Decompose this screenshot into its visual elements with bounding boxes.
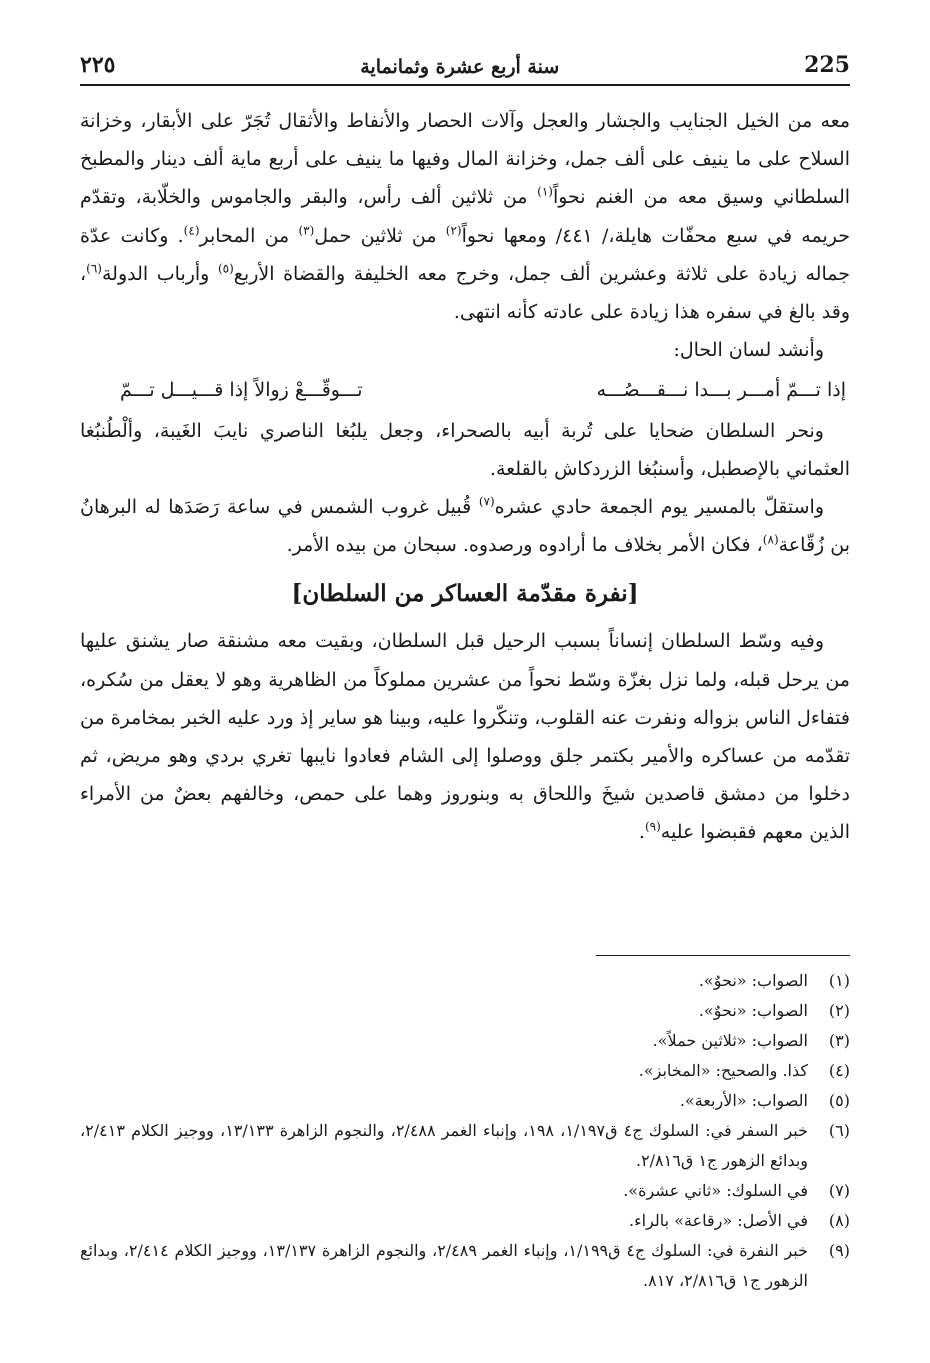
footnote-text: الصواب: «نحوٌ». — [698, 1001, 808, 1020]
page-number-arabic: ٢٢٥ — [80, 52, 116, 78]
footnote-number: (٥) — [828, 1091, 850, 1110]
section-heading: [نفرة مقدّمة العساكر من السلطان] — [291, 580, 639, 608]
footnote-1 — [80, 966, 850, 996]
footnote-7 — [80, 1176, 850, 1206]
footnote-text: كذا. والصحيح: «المخابز». — [638, 1061, 808, 1080]
footnote-number: (٧) — [828, 1181, 850, 1200]
footnote-text: في السلوك: «ثاني عشرة». — [623, 1181, 808, 1200]
footnote-number: (٨) — [828, 1211, 850, 1230]
footnote-text: خبر النفرة في: السلوك ج٤ ق١/١٩٩، وإنباء الغمر ٢/٤٨٩، والنجوم الزاهرة ١٣/١٣٧، ووجيز الكلام ٢/٤١٤، وبدائع الزهور ج١ ق٢/٨١٦، ٨١٧. — [80, 1241, 809, 1290]
footnote-number: (٢) — [828, 1001, 850, 1020]
footnote-text: الصواب: «ثلاثين حملاً». — [652, 1031, 808, 1050]
footnote-ref-8[interactable]: (٨) — [762, 532, 779, 547]
footnote-3 — [80, 1026, 850, 1056]
text-run: معه من الخيل الجنايب والجشار والعجل وآلات الحصار والأنفاط والأثقال تُجَرّ على الأبقار، وخزانة السلاح على ما ينيف على ألف جمل، وخزانة المال وفيها ما ينيف على أربع ماية ألف دينار والمطبخ السلطاني وسيق معه من الغنم نحواً — [80, 110, 851, 209]
footnote-divider — [596, 955, 850, 956]
footnote-number: (٣) — [828, 1031, 850, 1050]
footnotes — [80, 966, 850, 1296]
footnote-2 — [80, 996, 850, 1026]
hemistich-second: تـــوقّـــعْ زوالاً إذا قـــيـــل تـــمّ — [120, 379, 363, 402]
paragraph-4 — [80, 488, 850, 564]
footnote-6 — [80, 1116, 850, 1176]
hemistich-first: إذا تـــمّ أمـــر بـــدا نـــقـــصُـــه — [596, 379, 846, 402]
footnote-number: (٩) — [828, 1241, 850, 1260]
footnote-number: (٤) — [828, 1061, 850, 1080]
footnote-number: (١) — [828, 971, 850, 990]
text-run: وفيه وسّط السلطان إنساناً بسبب الرحيل قبل السلطان، وبقيت معه مشنقة صار يشنق عليها من يرحل قبله، ولما نزل بغزّة وسّط نحواً من عشرين مملوكاً من الظاهرية وهو لا يعقل من سُكره، فتفاءل الناس بزواله ونفرت عنه القلوب، وتنكّروا عليه، وبينا هو ساير إذ ورد عليه الخبر بمخامرة من تقدّمه من عساكره والأمير بكتمر جلق ووصلوا إلى الشام فعادوا نايبها تغري بردي وهو مريض، ثم دخلوا من دمشق قاصدين شيخَ واللحاق به وبنوروز وهما على حمص، وخالفهم بعضٌ من الأمراء الذين معهم فقبضوا عليه — [80, 630, 850, 844]
footnote-4 — [80, 1056, 850, 1086]
footnote-text: في الأصل: «رقاعة» بالراء. — [629, 1211, 808, 1230]
footnote-5 — [80, 1086, 850, 1116]
text-run: . — [638, 821, 645, 844]
paragraph-2: وأنشد لسان الحال: — [673, 339, 824, 362]
text-run: من ثلاثين ألف رأس، والبقر والجاموس والخلّابة، وتقدّم حريمه في سبع محفّات هايلة،/ ٤٤١/ ومعها نحواً — [80, 186, 850, 247]
footnote-number: (٦) — [828, 1121, 850, 1140]
footnote-ref-5[interactable]: (٥) — [217, 261, 234, 276]
text-run: واستقلّ بالمسير يوم الجمعة حادي عشره — [494, 496, 825, 519]
text-run: قُبيل غروب الشمس في ساعة رَصَدَها له البرهانُ بن زُقّاعة — [80, 496, 850, 557]
footnote-ref-7[interactable]: (٧) — [478, 494, 495, 509]
text-run: . وكانت عدّة جماله زيادة على ثلاثة وعشرين ألف جمل، وخرج معه الخليفة والقضاة الأربع — [80, 224, 850, 285]
page-number-latin: 225 — [804, 52, 850, 78]
text-run: من المحابر — [199, 224, 299, 247]
paragraph-3: ونحر السلطان ضحايا على تُربة أبيه بالصحراء، وجعل يلبُغا الناصري نايبَ الغَيبة، وألْطُنبُغا العثماني بالإصطبل، وأسنبُغا الزردكاش بالقلعة. — [80, 419, 850, 480]
footnote-ref-6[interactable]: (٦) — [86, 261, 102, 276]
footnote-text: خبر السفر في: السلوك ج٤ ق١/١٩٧، ١٩٨، وإنباء الغمر ٢/٤٨٨، والنجوم الزاهرة ١٣/١٣٣، ووجيز الكلام ٢/٤١٣، وبدائع الزهور ج١ ق٢/٨١٦. — [80, 1121, 809, 1170]
footnote-ref-4[interactable]: (٤) — [183, 223, 200, 238]
text-run: ، فكان الأمر بخلاف ما أرادوه ورصدوه. سبحان من بيده الأمر. — [286, 534, 763, 557]
running-header — [80, 40, 850, 86]
text-run: ، وقد بالغ في سفره هذا زيادة على عادته كأنه انتهى. — [80, 262, 850, 324]
footnote-text: الصواب: «الأربعة». — [679, 1091, 808, 1110]
paragraph-5 — [80, 622, 850, 851]
footnote-text: الصواب: «نحوٌ». — [698, 971, 808, 990]
footnote-8 — [80, 1206, 850, 1236]
poetry-verse — [80, 371, 850, 409]
main-text — [80, 102, 850, 852]
footnote-ref-3[interactable]: (٣) — [298, 223, 315, 238]
text-run: من ثلاثين حمل — [314, 224, 446, 247]
running-title: سنة أربع عشرة وثمانماية — [360, 56, 560, 78]
footnote-ref-2[interactable]: (٢) — [445, 223, 462, 238]
footnote-ref-1[interactable]: (١) — [537, 185, 553, 200]
paragraph-1 — [80, 102, 850, 331]
text-run: وأرباب الدولة — [101, 262, 218, 285]
footnote-9 — [80, 1236, 850, 1296]
footnote-ref-9[interactable]: (٩) — [644, 820, 661, 835]
